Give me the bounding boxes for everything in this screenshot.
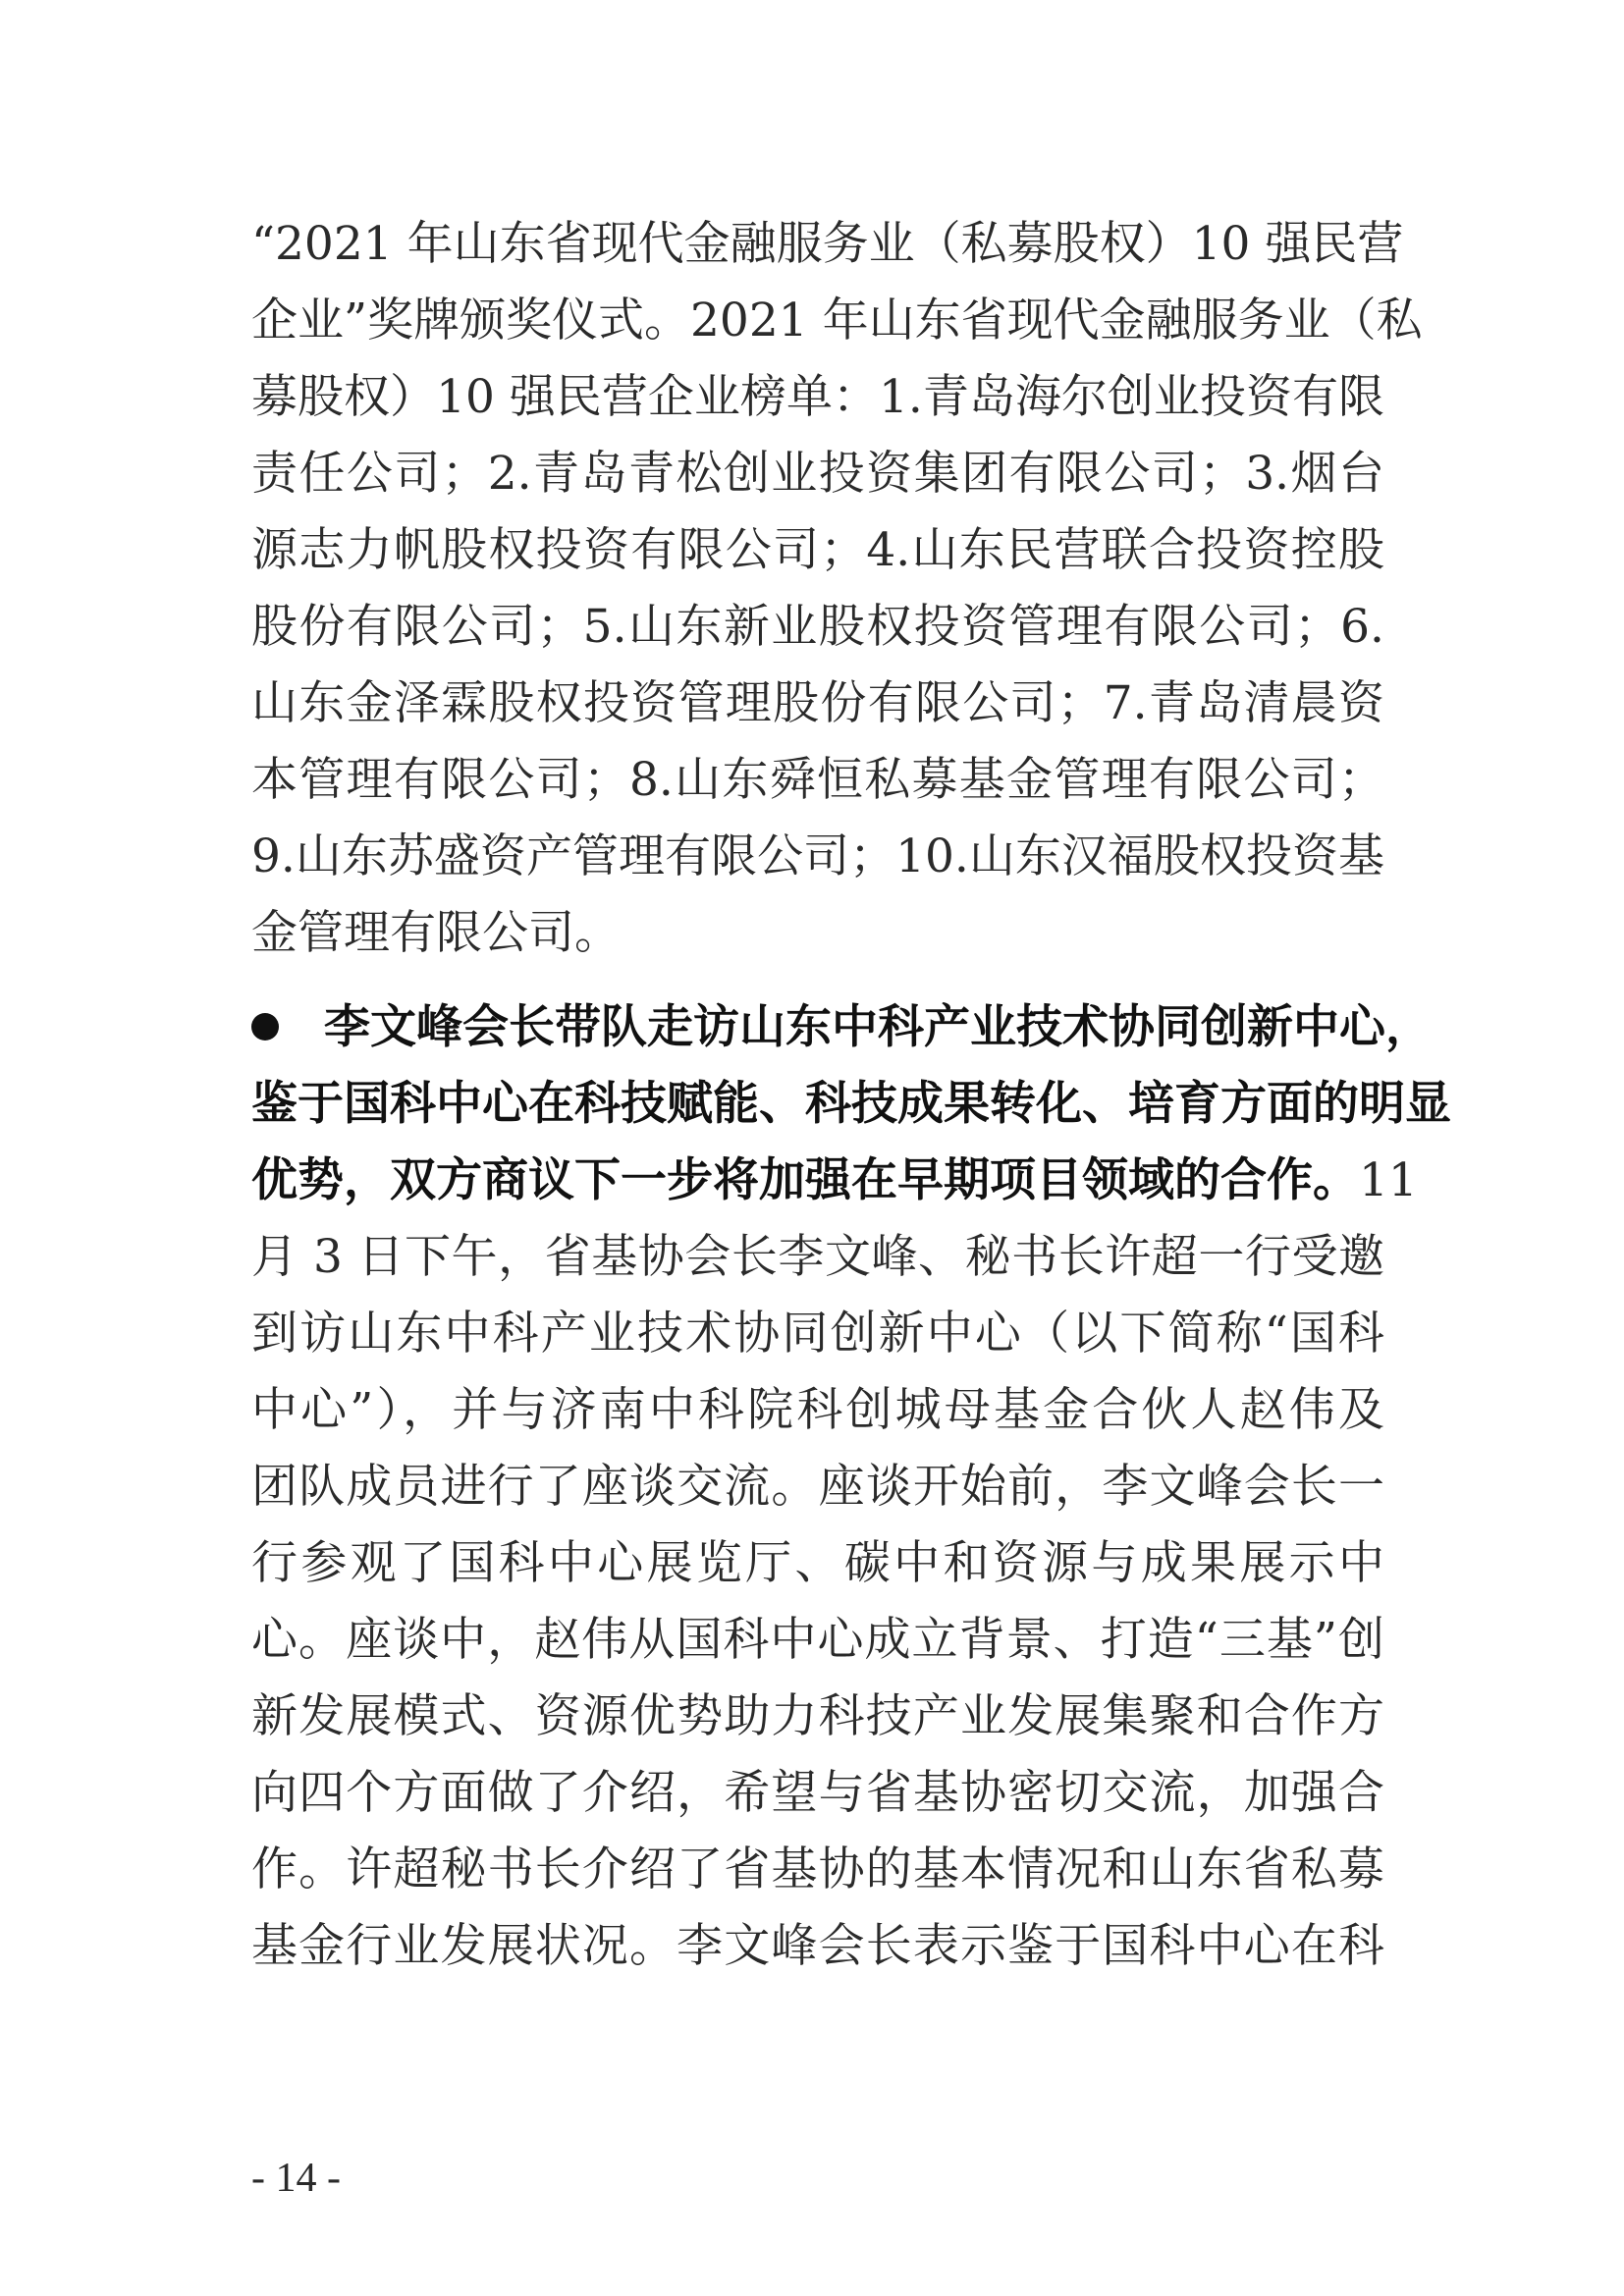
page-number: - 14 -	[251, 2156, 341, 2201]
bullet-icon	[251, 1013, 279, 1041]
body-text-run: 11	[1359, 1153, 1418, 1207]
text-line: 作。许超秘书长介绍了省基协的基本情况和山东省私募	[251, 1842, 1384, 1896]
text-line: “2021 年山东省现代金融服务业（私募股权）10 强民营	[251, 217, 1404, 271]
text-line: 月 3 日下午，省基协会长李文峰、秘书长许超一行受邀	[251, 1230, 1384, 1284]
headline-text: 优势，双方商议下一步将加强在早期项目领域的合作。	[251, 1153, 1359, 1207]
bullet-headline-line	[251, 989, 1432, 1066]
text-line: 本管理有限公司；8.山东舜恒私募基金管理有限公司；	[251, 753, 1384, 807]
text-line: 山东金泽霖股权投资管理股份有限公司；7.青岛清晨资	[251, 676, 1384, 730]
text-line: 基金行业发展状况。李文峰会长表示鉴于国科中心在科	[251, 1919, 1384, 1973]
text-line: 到访山东中科产业技术协同创新中心（以下简称“国科	[251, 1307, 1384, 1361]
headline-text: 李文峰会长带队走访山东中科产业技术协同创新中心，	[324, 1000, 1432, 1054]
text-line: 行参观了国科中心展览厅、碳中和资源与成果展示中	[251, 1536, 1384, 1590]
text-line: 新发展模式、资源优势助力科技产业发展集聚和合作方	[251, 1689, 1384, 1743]
text-line: 股份有限公司；5.山东新业股权投资管理有限公司；6.	[251, 600, 1384, 654]
text-line: 9.山东苏盛资产管理有限公司；10.山东汉福股权投资基	[251, 829, 1384, 883]
text-line: 企业”奖牌颁奖仪式。2021 年山东省现代金融服务业（私	[251, 294, 1423, 347]
headline-line	[251, 1143, 1418, 1219]
text-line: 心。座谈中，赵伟从国科中心成立背景、打造“三基”创	[251, 1613, 1384, 1667]
paragraph-award-list	[251, 206, 1423, 972]
text-line: 源志力帆股权投资有限公司；4.山东民营联合投资控股	[251, 523, 1384, 577]
text-line: 募股权）10 强民营企业榜单：1.青岛海尔创业投资有限	[251, 370, 1384, 424]
text-line: 金管理有限公司。	[251, 906, 621, 960]
headline-line	[251, 1066, 1451, 1143]
text-line: 团队成员进行了座谈交流。座谈开始前，李文峰会长一	[251, 1460, 1384, 1514]
text-line: 中心”），并与济南中科院科创城母基金合伙人赵伟及	[251, 1383, 1384, 1437]
text-line: 向四个方面做了介绍，希望与省基协密切交流，加强合	[251, 1766, 1384, 1820]
headline-text: 鉴于国科中心在科技赋能、科技成果转化、培育方面的明显	[251, 1077, 1451, 1131]
text-line: 责任公司；2.青岛青松创业投资集团有限公司；3.烟台	[251, 447, 1384, 501]
paragraph-visit-report	[251, 989, 1451, 1985]
